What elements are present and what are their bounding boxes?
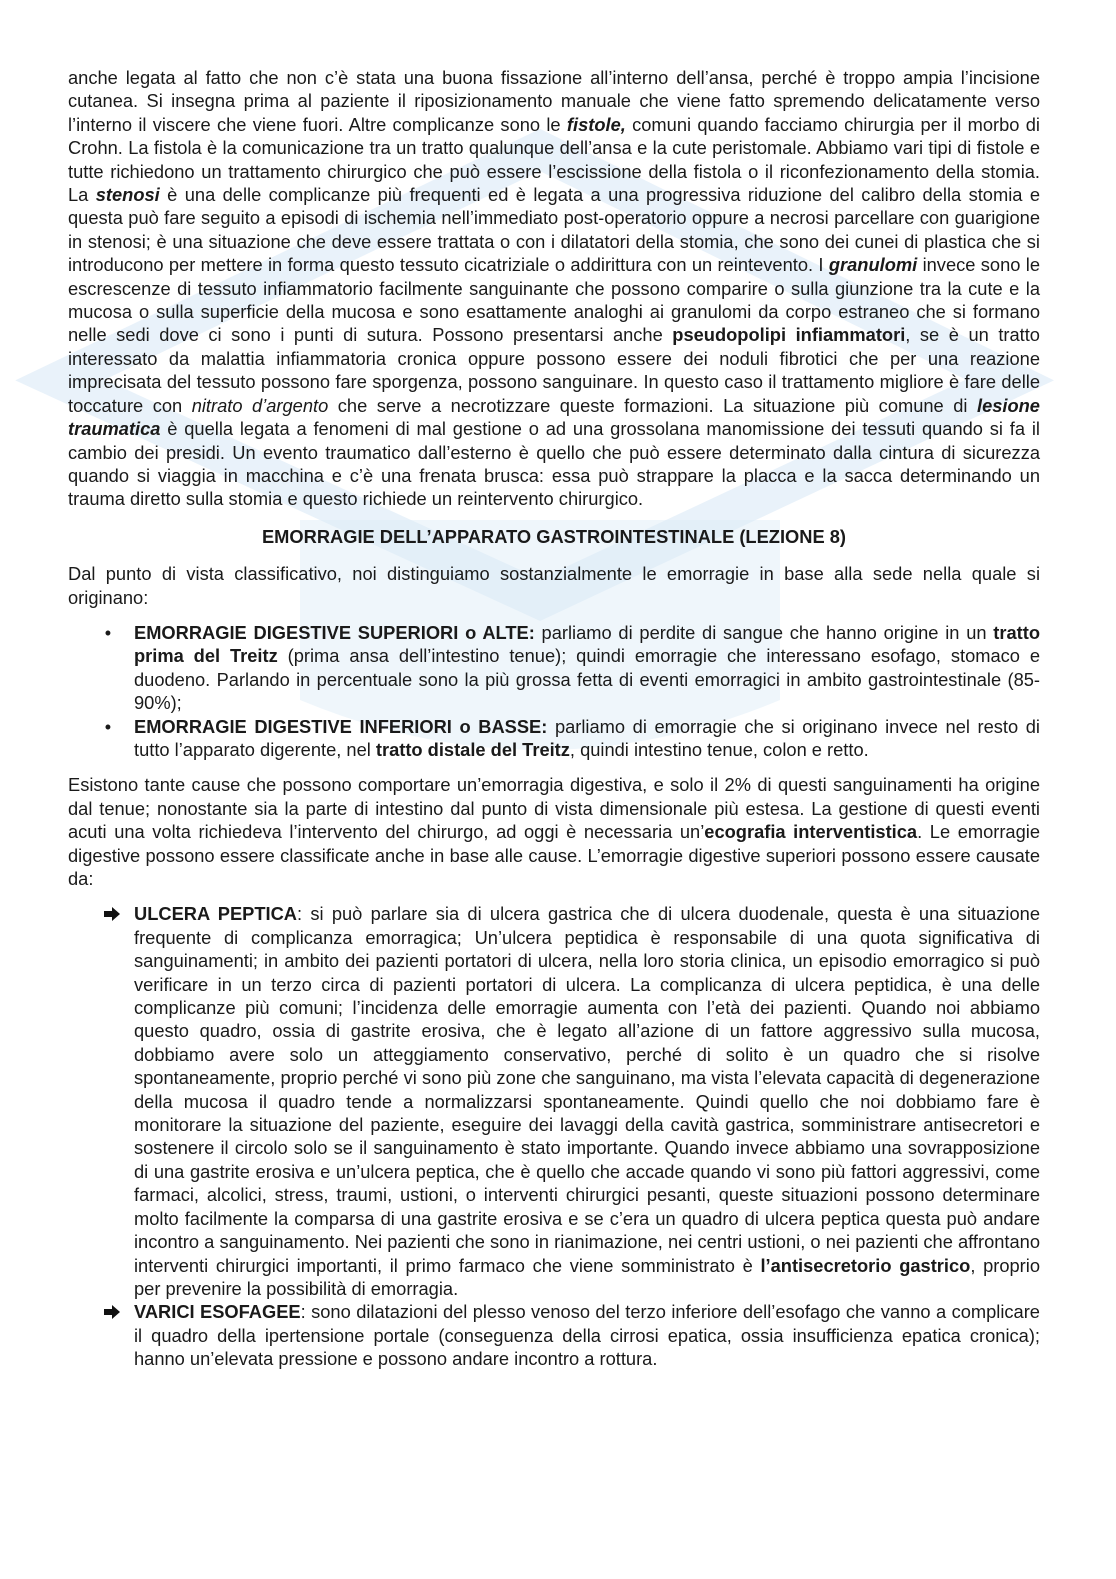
- section-heading: EMORRAGIE DELL’APPARATO GASTROINTESTINALE (LEZIONE 8): [261, 525, 846, 547]
- term-lesione: lesione traumatica: [68, 394, 1040, 440]
- term-stenosi: stenosi: [95, 184, 160, 206]
- arrow-list: [68, 902, 1040, 1370]
- arrow-right-icon: [102, 1302, 122, 1322]
- paragraph-stomia-complications: anche legata al fatto che non c’è stata una buona fissazione all’interno dell’ansa, perché è troppo ampia l’incisione cutanea. Si insegna prima al paziente il riposizionamento manuale che viene fatto spremendo delicatamente verso l’interno il viscere che viene fuori. Altre complicanze sono le fistole, comuni quando facciamo chirurgia per il morbo di Crohn. La fistola è la comunicazione tra un tratto qualunque dell’ansa e la cute peristomale. Abbiamo vari tipi di fistole e tutte richiedono un trattamento chirurgico che può essere l’escissione della fistola o il riconfezionamento della stomia. La stenosi è una delle complicanze più frequenti ed è legata a una progressiva riduzione del calibro della stomia e questa può fare seguito a episodi di ischemia nell’immediato post-operatorio oppure a necrosi parcellare con guarigione in stenosi; è una situazione che deve essere trattata o con i dilatatori della stomia, che sono dei cunei di plastica che si introducono per mettere in forma questo tessuto cicatriziale o addirittura con un reintevento. I granulomi invece sono le escrescenze di tessuto infiammatorio facilmente sanguinante che possono comparire o sulla giunzione tra la cute e la mucosa o sulla superficie della mucosa e sono esattamente analoghi ai granulomi da corpo estraneo che si formano nelle sedi dove ci sono i punti di sutura. Possono presentarsi anche pseudopolipi infiammatori, se è un tratto interessato da malattia infiammatoria cronica oppure possono essere dei noduli fibrotici che per una reazione imprecisata del tessuto possono fare sporgenza, possono sanguinare. In questo caso il trattamento migliore è fare delle toccature con nitrato d’argento che serve a necrotizzare queste formazioni. La situazione più comune di lesione traumatica è quella legata a fenomeni di mal gestione o ad una grossolana manomissione dei tessuti quando si fa il cambio dei presidi. Un evento traumatico dall’esterno è quello che può essere determinato dalla cintura di sicurezza quando si viaggia in macchina e c’è una frenata brusca: essa può strappare la placca e la sacca determinando un trauma diretto sulla stomia e questo richiede un reintervento chirurgico.: [68, 67, 1040, 510]
- list-item: ULCERA PEPTICA: si può parlare sia di ulcera gastrica che di ulcera duodenale, questa è una situazione frequente di complicanza emorragica; Un’ulcera peptidica è responsabile di una quota significativa di sanguinamenti; in ambito dei pazienti portatori di ulcera, nella loro storia clinica, un episodio emorragico si può verificare in un terzo circa di pazienti portatori di ulcera. La complicanza di ulcera peptidica, è una delle complicanze più comuni; l’incidenza delle emorragie aumenta con l’età dei pazienti. Quando noi abbiamo questo quadro, ossia di gastrite erosiva, che è legato all’azione di un fattore aggressivo sulla mucosa, dobbiamo avere solo un atteggiamento conservativo, perché di solito è un quadro che si risolve spontaneamente, proprio perché vi sono più zone che sanguinano, ma vista l’elevata capacità di degenerazione della mucosa il quadro tende a normalizzarsi spontaneamente. Quindi quello che noi dobbiamo fare è monitorare la situazione del paziente, eseguire dei lavaggi della cavità gastrica, somministrare antisecretori e sostenere il circolo solo se il sanguinamento è stato importante. Quando invece abbiamo una sovrapposizione di una gastrite erosiva e un’ulcera peptica, che è quello che accade quando vi sono più fattori aggressivi, come farmaci, alcolici, stress, traumi, ustioni, o interventi chirurgici pesanti, queste situazioni possono determinare molto facilmente la comparsa di una gastrite erosiva e se c’era un quadro di ulcera peptica questa può andare incontro a sanguinamento. Nei pazienti che sono in rianimazione, nei centri ustioni, o nei pazienti che affrontano interventi chirurgici importanti, il primo farmaco che viene somministrato è l’antisecretorio gastrico, proprio per prevenire la possibilità di emorragia.: [68, 902, 1040, 1300]
- bullet-icon: •: [104, 621, 112, 643]
- list-item: • EMORRAGIE DIGESTIVE SUPERIORI o ALTE: parliamo di perdite di sangue che hanno origine in un tratto prima del Treitz (prima ansa dell’intestino tenue); quindi emorragie che interessano esofago, stomaco e duodeno. Parlando in percentuale sono la più grossa fetta di eventi emorragici in ambito gastrointestinale (85-90%);: [68, 621, 1040, 715]
- term-pseudopolipi: pseudopolipi infiammatori: [672, 324, 906, 346]
- term-nitrato: nitrato d’argento: [191, 394, 329, 416]
- list-item: VARICI ESOFAGEE: sono dilatazioni del plesso venoso del terzo inferiore dell’esofago che vanno a complicare il quadro della ipertensione portale (conseguenza della cirrosi epatica, ossia insufficienza epatica cronica); hanno un’elevata pressione e possono andare incontro a rottura.: [68, 1300, 1040, 1370]
- list-item: • EMORRAGIE DIGESTIVE INFERIORI o BASSE: parliamo di emorragie che si originano invece nel resto di tutto l’apparato digerente, nel tratto distale del Treitz, quindi intestino tenue, colon e retto.: [68, 715, 1040, 762]
- term-fistole: fistole,: [566, 113, 626, 135]
- arrow-right-icon: [102, 904, 122, 924]
- document-page: [68, 66, 1040, 1383]
- paragraph-causes: Esistono tante cause che possono comportare un’emorragia digestiva, e solo il 2% di questi sanguinamenti ha origine dal tenue; nonostante sia la parte di intestino dal punto di vista dimensionale più estesa. La gestione di questi eventi acuti una volta richiedeva l’intervento del chirurgo, ad oggi è necessaria un’ecografia interventistica. Le emorragie digestive possono essere classificate anche in base alle cause. L’emorragie digestive superiori possono essere causate da:: [68, 774, 1040, 889]
- paragraph-classification: Dal punto di vista classificativo, noi distinguiamo sostanzialmente le emorragie in base alla sede nella quale si originano:: [68, 563, 1040, 608]
- term-granulomi: granulomi: [828, 254, 918, 276]
- bullet-list: [68, 621, 1040, 761]
- bullet-icon: •: [104, 715, 112, 737]
